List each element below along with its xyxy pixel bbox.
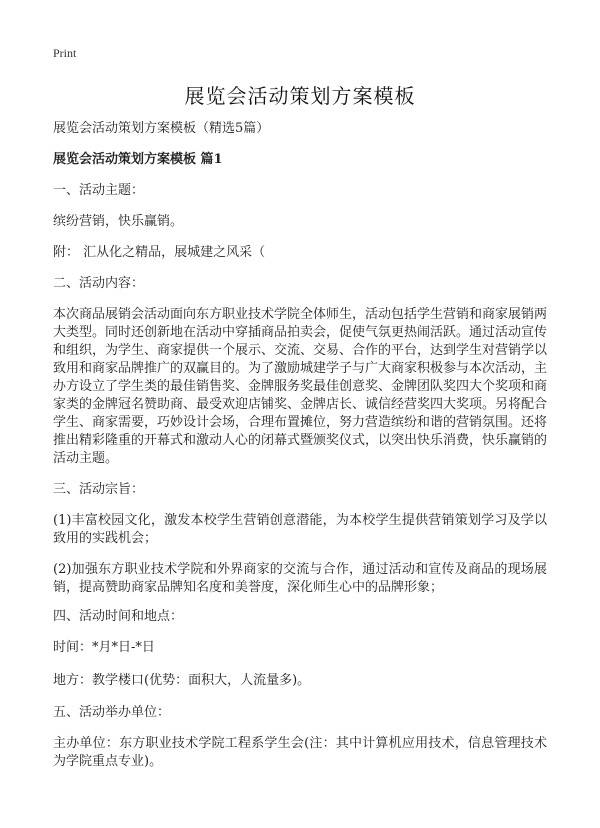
document-subtitle: 展览会活动策划方案模板（精选5篇） [53,121,270,136]
theme-heading: 一、活动主题： [53,183,145,198]
time-text: 时间：*月*日-*日 [53,640,155,655]
appendix-text: 附： 汇从化之精品，展城建之风采（ [53,245,266,260]
time-place-heading: 四、活动时间和地点： [53,609,184,624]
page-title: 展览会活动策划方案模板 [184,84,416,108]
organizer-heading: 五、活动举办单位： [53,705,171,720]
organizer-text: 主办单位：东方职业技术学院工程系学生会(注：其中计算机应用技术，信息管理技术为学院重点专业)。 [53,736,547,769]
content-body-paragraph: 本次商品展销会活动面向东方职业技术学院全体师生，活动包括学生营销和商家展销两大类型。同时还创新地在活动中穿插商品拍卖会，促使气氛更热闹活跃。通过活动宣传和组织，为学生、商家提供一个展示、交流、交易、合作的平台，达到学生对营销学以致用和商家品牌推广的双赢目的。为了激励城建学子与广大商家积极参与本次活动，主办方设立了学生类的最佳销售奖、金牌服务奖最佳创意奖、金牌团队奖四大个奖项和商家类的金牌冠名赞助商、最受欢迎店铺奖、金牌店长、诚信经营奖四大奖项。另将配合学生、商家需要，巧妙设计会场，合理布置摊位，努力营造缤纷和谐的营销氛围。还将推出精彩隆重的开幕式和激动人心的闭幕式暨颁奖仪式，以突出快乐消费，快乐赢销的活动主题。 [53,307,548,466]
goal-heading: 三、活动宗旨： [53,482,145,497]
goal-item-2: (2)加强东方职业技术学院和外界商家的交流与合作，通过活动和宣传及商品的现场展销，提高赞助商家品牌知名度和美誉度，深化师生心中的品牌形象； [53,562,547,595]
print-label: Print [53,46,77,60]
goal-item-1: (1)丰富校园文化，激发本校学生营销创意潜能，为本校学生提供营销策划学习及学以致用的实践机会； [53,513,547,546]
section-heading: 展览会活动策划方案模板 篇1 [53,152,223,167]
theme-text: 缤纷营销，快乐赢销。 [53,214,184,229]
place-text: 地方：教学楼口(优势：面积大，人流量多)。 [53,673,311,688]
content-heading: 二、活动内容： [53,276,145,291]
